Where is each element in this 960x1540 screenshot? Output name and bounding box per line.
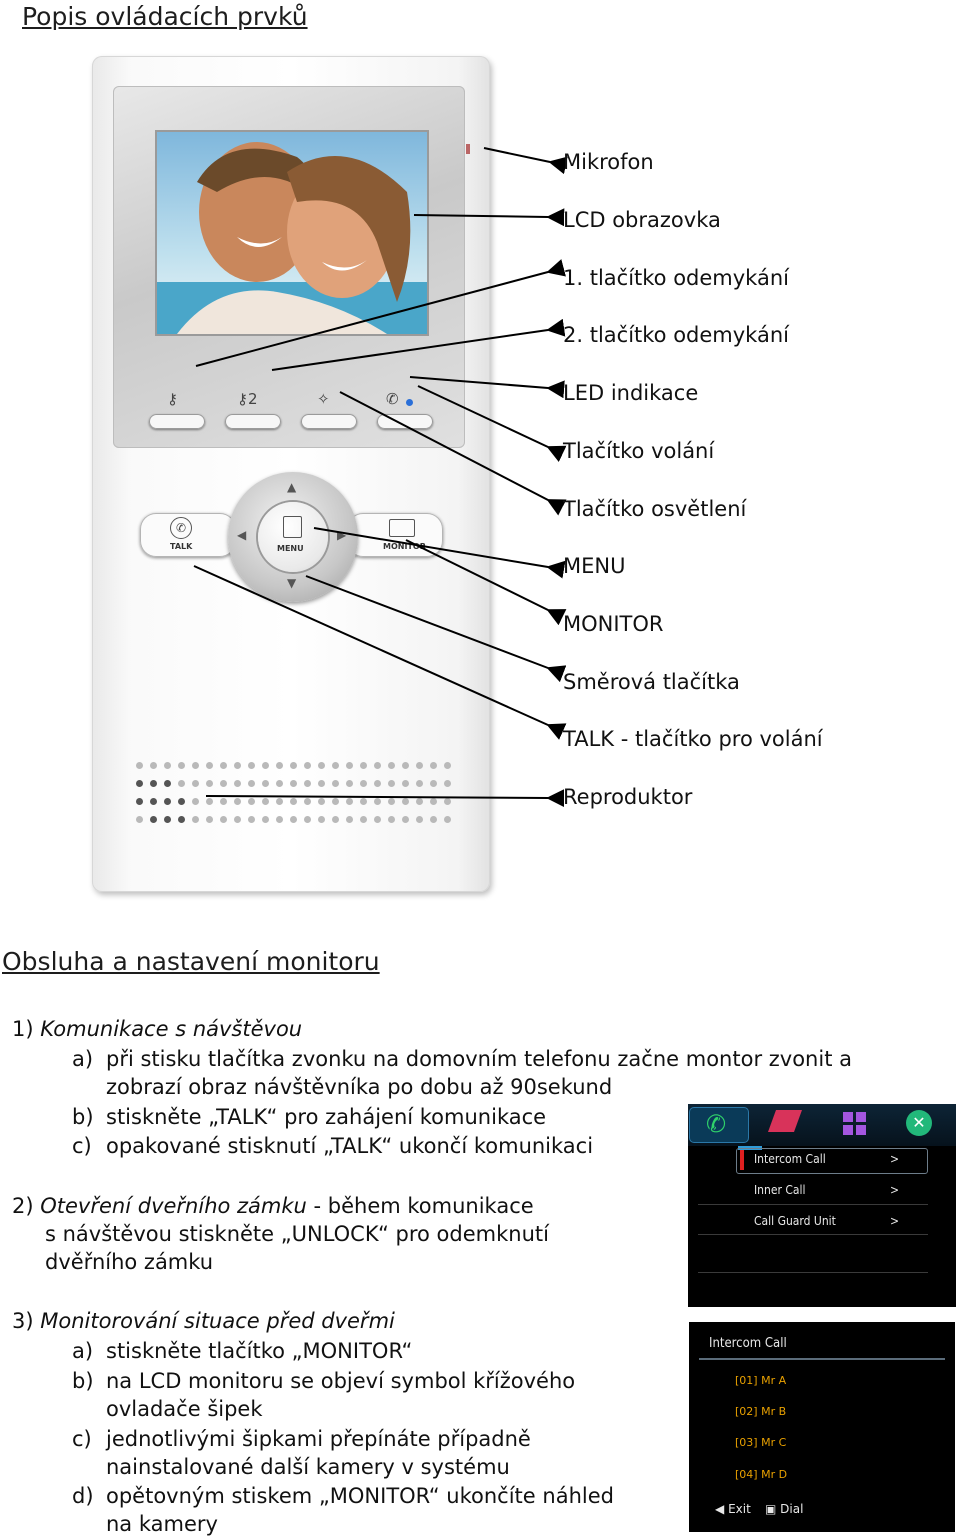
entry-3[interactable] — [735, 1436, 786, 1449]
folder-icon: ▣ — [765, 1502, 777, 1516]
key-2-icon: ⚷2 — [237, 390, 258, 408]
label-talk: TALK - tlačítko pro volání — [563, 727, 823, 751]
entry-4[interactable] — [735, 1468, 787, 1481]
item-2-title: Otevření dveřního zámku — [40, 1194, 307, 1218]
key-icon: ⚷ — [167, 390, 178, 408]
item-3a-text: stiskněte tlačítko „MONITOR“ — [106, 1339, 413, 1363]
label-lcd: LCD obrazovka — [563, 208, 721, 232]
item-3a-label: a) — [72, 1339, 94, 1363]
label-direction: Směrová tlačítka — [563, 670, 740, 694]
item-1a-line-1: při stisku tlačítka zvonku na domovním telefonu začne montor zvonit a — [106, 1047, 852, 1071]
entry-4-code: [04] — [735, 1468, 758, 1481]
guard-tab-icon[interactable] — [768, 1110, 802, 1132]
item-3-title: Monitorování situace před dveřmi — [40, 1309, 395, 1333]
entry-1[interactable] — [735, 1374, 786, 1387]
entry-1-code: [01] — [735, 1374, 758, 1387]
arrow-left-icon[interactable]: ◀ — [237, 528, 247, 542]
label-speaker: Reproduktor — [563, 785, 693, 809]
entry-3-name: Mr C — [761, 1436, 787, 1449]
label-monitor: MONITOR — [563, 612, 664, 636]
item-1-number: 1) — [12, 1017, 34, 1041]
arrow-down-icon[interactable]: ▼ — [287, 576, 297, 590]
item-3b-line-2: ovladače šipek — [106, 1397, 263, 1421]
monitor-label: MONITOR — [383, 542, 426, 551]
item-3b-label: b) — [72, 1369, 94, 1393]
item-3c-label: c) — [72, 1427, 92, 1451]
item-3-number: 3) — [12, 1309, 34, 1333]
item-2-line-3: dvěřního zámku — [45, 1250, 214, 1274]
entry-3-code: [03] — [735, 1436, 758, 1449]
menu-row-2-label[interactable]: Inner Call — [754, 1183, 806, 1197]
item-3b-line-1: na LCD monitoru se objeví symbol křížového — [106, 1369, 576, 1393]
entry-1-name: Mr A — [761, 1374, 787, 1387]
item-1 — [12, 1015, 302, 1043]
entry-2[interactable] — [735, 1405, 786, 1418]
talk-label: TALK — [170, 542, 193, 551]
light-icon: ✧ — [317, 390, 330, 408]
item-1b-text: stiskněte „TALK“ pro zahájení komunikace — [106, 1105, 547, 1129]
item-3 — [12, 1307, 395, 1335]
phone-tab-icon: ✆ — [706, 1110, 727, 1138]
entry-2-code: [02] — [735, 1405, 758, 1418]
item-1c-label: c) — [72, 1134, 92, 1158]
item-3c-line-1: jednotlivými šipkami přepínáte případně — [106, 1427, 531, 1451]
intercom-call-title: Intercom Call — [709, 1336, 787, 1351]
item-1a-line-2: zobrazí obraz návštěvníka po dobu až 90sekund — [106, 1075, 613, 1099]
item-2-number: 2) — [12, 1194, 34, 1218]
intercom-call-screenshot — [689, 1322, 955, 1532]
menu-row-2-arrow: > — [890, 1183, 900, 1197]
apps-tab-icon[interactable] — [843, 1112, 867, 1136]
unlock-2-number: 2 — [248, 390, 258, 408]
exit-label: Exit — [728, 1502, 751, 1516]
item-3d-line-2: na kamery — [106, 1512, 218, 1536]
menu-tabbar — [688, 1104, 956, 1146]
label-unlock-1: 1. tlačítko odemykání — [563, 266, 789, 290]
item-1c-text: opakované stisknutí „TALK“ ukončí komunikaci — [106, 1134, 594, 1158]
menu-row-3-label[interactable]: Call Guard Unit — [754, 1214, 836, 1228]
item-3d-line-1: opětovným stiskem „MONITOR“ ukončíte náhled — [106, 1484, 614, 1508]
item-3c-line-2: nainstalované další kamery v systému — [106, 1455, 510, 1479]
item-2-line-2: s návštěvou stiskněte „UNLOCK“ pro odemknutí — [45, 1222, 549, 1246]
label-microphone: Mikrofon — [563, 150, 654, 174]
phone-handset-icon: ✆ — [386, 390, 399, 408]
handset-icon: ✆ — [170, 517, 192, 539]
selected-marker — [740, 1150, 744, 1170]
dial-label: Dial — [780, 1502, 804, 1516]
item-1b-label: b) — [72, 1105, 94, 1129]
label-unlock-2: 2. tlačítko odemykání — [563, 323, 789, 347]
entry-2-name: Mr B — [761, 1405, 787, 1418]
item-1a-label: a) — [72, 1047, 94, 1071]
title-divider — [699, 1358, 945, 1360]
label-led: LED indikace — [563, 381, 699, 405]
label-menu: MENU — [563, 554, 626, 578]
item-2-text: - během komunikace — [306, 1194, 534, 1218]
item-1-title: Komunikace s návštěvou — [40, 1017, 303, 1041]
menu-row-3-arrow: > — [890, 1214, 900, 1228]
menu-row-1-arrow: > — [890, 1152, 900, 1166]
menu-label: MENU — [277, 544, 304, 553]
entry-4-name: Mr D — [761, 1468, 788, 1481]
arrow-up-icon[interactable]: ▲ — [287, 480, 297, 494]
back-arrow-icon: ◀ — [715, 1502, 725, 1516]
label-light-button: Tlačítko osvětlení — [563, 497, 747, 521]
item-3d-label: d) — [72, 1484, 94, 1508]
section-title-controls: Popis ovládacích prvků — [22, 2, 308, 31]
section-title-operation: Obsluha a nastavení monitoru — [2, 947, 380, 976]
arrow-right-icon[interactable]: ▶ — [337, 528, 347, 542]
exit-softkey[interactable] — [715, 1502, 751, 1516]
menu-screenshot — [688, 1104, 956, 1307]
label-call-button: Tlačítko volání — [563, 439, 715, 463]
menu-row-1-label[interactable]: Intercom Call — [754, 1152, 826, 1166]
dial-softkey[interactable] — [765, 1502, 803, 1516]
item-2 — [12, 1192, 534, 1220]
settings-tab-icon[interactable]: ✕ — [906, 1110, 932, 1136]
